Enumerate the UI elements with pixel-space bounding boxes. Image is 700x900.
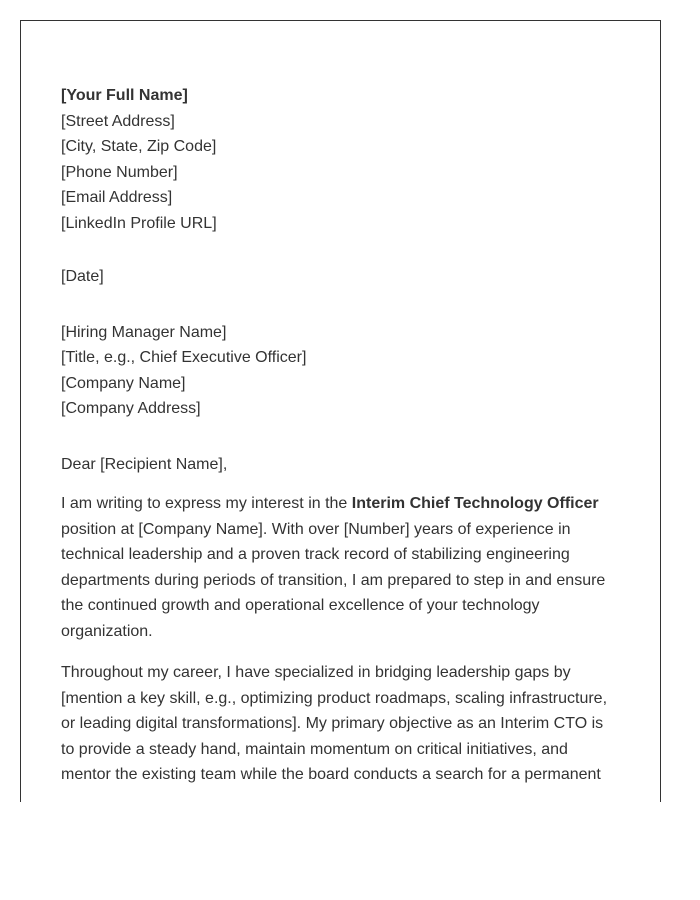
salutation: Dear [Recipient Name],: [61, 455, 228, 473]
paragraph-2: Throughout my career, I have specialized in bridging leadership gaps by [mention a key skill, e.g., optimizing product roadmaps, scaling infrastructure, or leading digital transformations]. My primary objective as an Interim CTO is to provide a steady hand, maintain momentum on critical initiatives, and mentor the existing team while the board conducts a search for a permanent: [61, 664, 608, 783]
paragraph-1-lead: I am writing to express my interest in the: [61, 495, 352, 512]
paragraph-1-rest: position at [Company Name]. With over [Number] years of experience in technical leadership and a proven track record of stabilizing engineering departments during periods of transition, I am prepared to step in and ensure the continued growth and operational excellence of your technology organization.: [61, 520, 606, 640]
recipient-title: [Title, e.g., Chief Executive Officer]: [61, 349, 307, 366]
sender-block: [61, 83, 616, 236]
date-block: [61, 264, 616, 290]
paragraph-1: [61, 491, 616, 644]
position-title: Interim Chief Technology Officer: [351, 495, 599, 512]
sender-full-name: [Your Full Name]: [61, 87, 188, 104]
recipient-block: [61, 320, 616, 422]
sender-street: [Street Address]: [61, 112, 175, 130]
sender-email: [Email Address]: [61, 189, 173, 206]
recipient-company: [Company Name]: [61, 374, 186, 392]
sender-city-state-zip: [City, State, Zip Code]: [61, 138, 217, 155]
letter-page: [20, 20, 661, 802]
sender-linkedin: [LinkedIn Profile URL]: [61, 214, 217, 232]
letter-date: [Date]: [61, 268, 104, 285]
sender-phone: [Phone Number]: [61, 163, 178, 181]
letter-content: [61, 83, 616, 788]
recipient-name: [Hiring Manager Name]: [61, 323, 227, 341]
recipient-address: [Company Address]: [61, 400, 201, 417]
